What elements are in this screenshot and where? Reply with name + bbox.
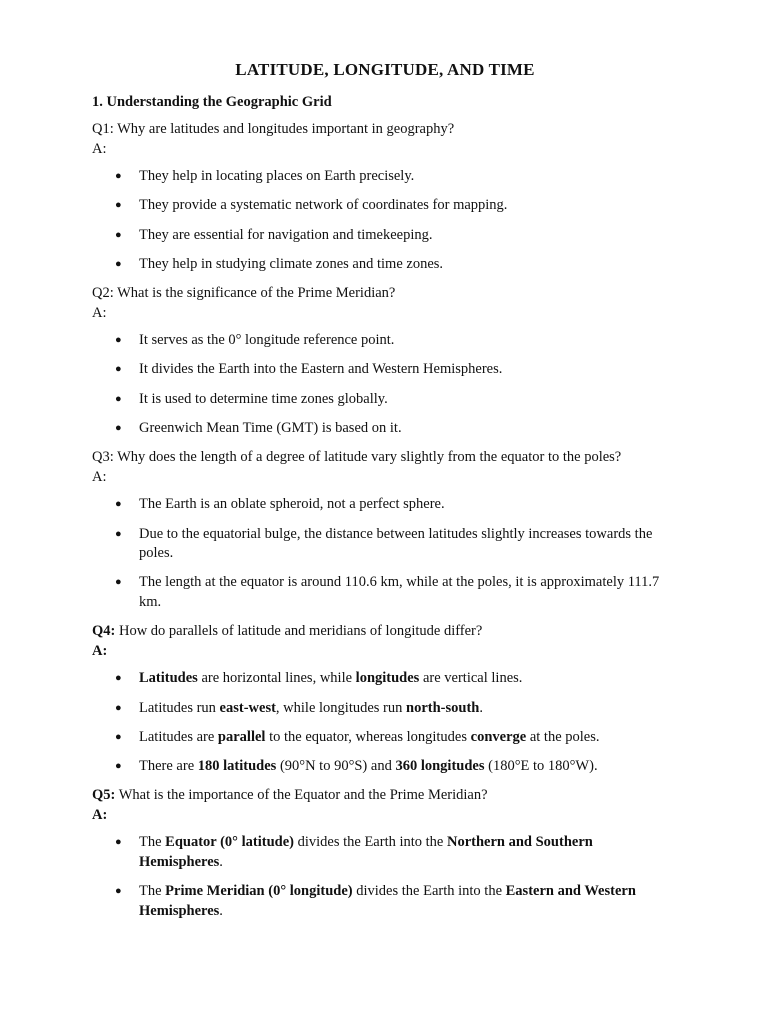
bullet-icon: ●	[115, 701, 122, 714]
bullet-icon: ●	[115, 170, 122, 182]
bold-text: east-west	[219, 699, 276, 716]
text: It is used to determine time zones globally.	[139, 390, 388, 407]
list-item	[115, 882, 678, 921]
text: Latitudes are	[139, 728, 218, 745]
bullet-icon: ●	[115, 527, 122, 540]
bullet-icon: ●	[115, 199, 122, 212]
answer-list	[92, 495, 678, 612]
bold-text: 360 longitudes	[395, 758, 485, 775]
text: to the equator, whereas longitudes	[265, 728, 471, 745]
bullet-icon: ●	[115, 498, 122, 511]
text: .	[219, 902, 223, 919]
text: are horizontal lines, while	[197, 670, 356, 687]
list-item	[115, 757, 678, 777]
text: .	[479, 699, 483, 716]
text: It divides the Earth into the Eastern and Western Hemispheres.	[139, 361, 503, 378]
answer-label: A:	[92, 468, 107, 485]
text: They provide a systematic network of coordinates for mapping.	[139, 197, 508, 214]
answer-list	[92, 669, 678, 776]
list-item	[115, 525, 678, 564]
text: The length at the equator is around 110.6 km, while at the poles, it is approximately 111.7 km.	[139, 574, 660, 610]
question-text: Q3: Why does the length of a degree of latitude vary slightly from the equator to the poles?	[92, 449, 622, 466]
answer-list	[92, 167, 678, 274]
text: (180°E to 180°W).	[484, 758, 598, 775]
bold-text: Latitudes	[139, 670, 198, 687]
text: are vertical lines.	[419, 670, 523, 687]
list-item	[115, 699, 678, 719]
text: divides the Earth into the	[293, 834, 447, 851]
bold-text: converge	[470, 728, 527, 745]
list-item	[115, 669, 678, 689]
bold-text: longitudes	[355, 670, 420, 687]
text: .	[219, 853, 223, 870]
bold-text: Eastern and Western Hemispheres	[139, 883, 636, 919]
answer-list	[92, 833, 678, 921]
text: They help in studying climate zones and time zones.	[139, 255, 444, 272]
section-heading: 1. Understanding the Geographic Grid	[92, 94, 332, 110]
qa-block-2	[92, 284, 678, 438]
bold-text: Northern and Southern Hemispheres	[139, 834, 593, 870]
bullet-icon: ●	[115, 228, 122, 241]
question-4	[92, 622, 678, 642]
qa-block-3	[92, 448, 678, 612]
bullet-icon: ●	[115, 672, 122, 685]
bold-text: 180 latitudes	[197, 758, 277, 775]
text: There are	[139, 758, 198, 775]
text: Greenwich Mean Time (GMT) is based on it.	[139, 420, 402, 437]
question-number: Q4:	[92, 623, 116, 640]
list-item	[115, 495, 678, 515]
list-item	[115, 167, 678, 187]
list-item	[115, 728, 678, 748]
qa-block-5	[92, 786, 678, 921]
bold-text: Equator (0° latitude)	[165, 834, 294, 851]
list-item	[115, 255, 678, 275]
bold-text: parallel	[217, 728, 266, 745]
bullet-icon: ●	[115, 257, 122, 270]
question-1	[92, 120, 678, 140]
list-item	[115, 833, 678, 872]
question-text: What is the importance of the Equator and the Prime Meridian?	[115, 787, 488, 804]
question-text: Q1: Why are latitudes and longitudes important in geography?	[92, 121, 455, 137]
list-item	[115, 419, 678, 439]
text: divides the Earth into the	[352, 883, 506, 900]
question-2	[92, 284, 678, 304]
list-item	[115, 360, 678, 380]
text: They are essential for navigation and timekeeping.	[139, 226, 433, 243]
qa-block-4	[92, 622, 678, 776]
text: , while longitudes run	[275, 699, 407, 716]
question-3	[92, 448, 678, 468]
bullet-icon: ●	[115, 422, 122, 435]
bullet-icon: ●	[115, 885, 122, 898]
text: Due to the equatorial bulge, the distance between latitudes slightly increases towards the poles.	[139, 525, 653, 562]
bullet-icon: ●	[115, 392, 122, 405]
text: They help in locating places on Earth precisely.	[139, 168, 415, 184]
answer-label: A:	[92, 304, 107, 321]
list-item	[115, 573, 678, 612]
list-item	[115, 226, 678, 246]
answer-label: A:	[92, 642, 108, 659]
text: Latitudes run	[139, 699, 220, 716]
question-number: Q5:	[92, 787, 116, 804]
text: at the poles.	[526, 728, 600, 745]
text: It serves as the 0° longitude reference point.	[139, 332, 395, 349]
bullet-icon: ●	[115, 576, 122, 589]
list-item	[115, 196, 678, 216]
bullet-icon: ●	[115, 836, 122, 849]
text: The	[139, 834, 166, 851]
bold-text: north-south	[406, 699, 480, 716]
bullet-icon: ●	[115, 334, 122, 347]
bullet-icon: ●	[115, 730, 122, 743]
bullet-icon: ●	[115, 760, 122, 773]
text: The	[139, 883, 166, 900]
text: (90°N to 90°S) and	[276, 758, 396, 775]
bullet-icon: ●	[115, 363, 122, 376]
list-item	[115, 331, 678, 351]
question-text: Q2: What is the significance of the Prime Meridian?	[92, 285, 396, 302]
answer-list	[92, 331, 678, 438]
document-title: LATITUDE, LONGITUDE, AND TIME	[235, 60, 535, 79]
qa-block-1	[92, 120, 678, 274]
question-5	[92, 786, 678, 806]
bold-text: Prime Meridian (0° longitude)	[165, 883, 353, 900]
list-item	[115, 390, 678, 410]
answer-label: A:	[92, 806, 108, 823]
question-text: How do parallels of latitude and meridians of longitude differ?	[115, 623, 483, 640]
answer-label: A:	[92, 140, 107, 157]
text: The Earth is an oblate spheroid, not a perfect sphere.	[139, 496, 445, 513]
qa-list	[92, 120, 678, 921]
